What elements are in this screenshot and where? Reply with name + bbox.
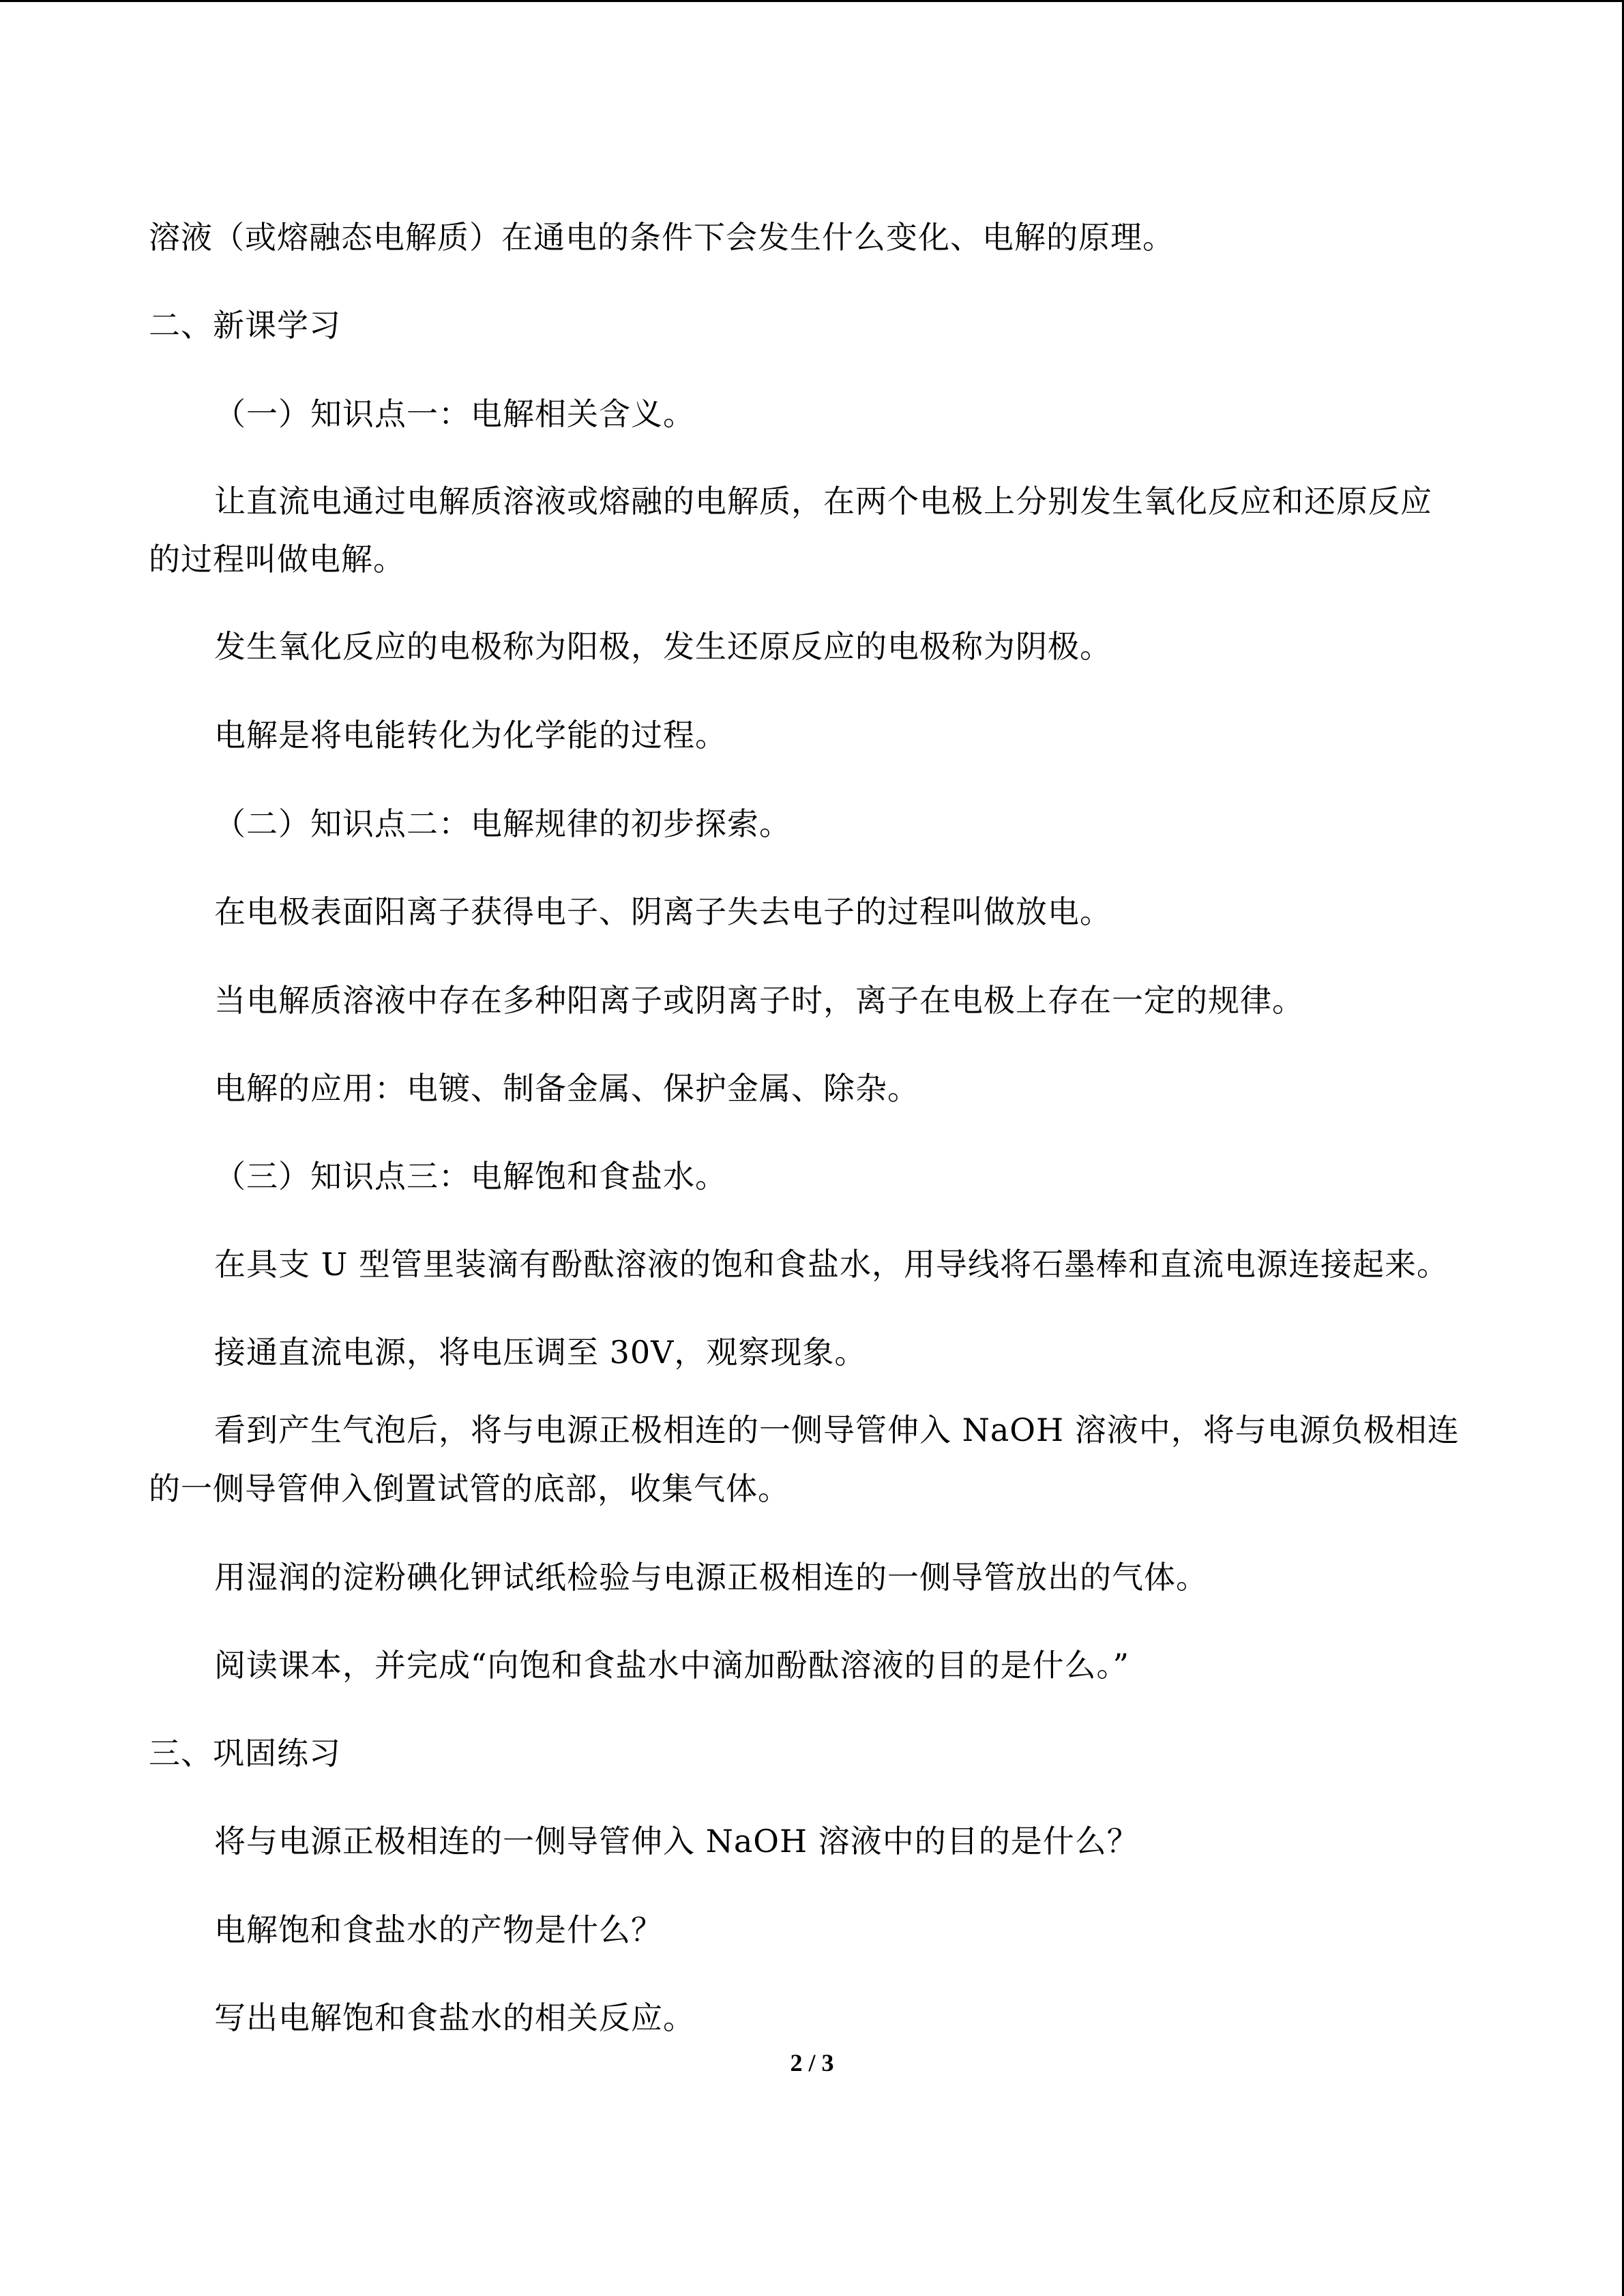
subheading-knowledge-point-1: （一）知识点一：电解相关含义。 <box>214 396 695 432</box>
question-naoh-purpose: 将与电源正极相连的一侧导管伸入 NaOH 溶液中的目的是什么？ <box>214 1823 1139 1860</box>
text-line-discharge: 在电极表面阳离子获得电子、阴离子失去电子的过程叫做放电。 <box>214 893 1112 930</box>
text-line-voltage: 接通直流电源，将电压调至 30V，观察现象。 <box>214 1334 867 1371</box>
text-line-test-paper: 用湿润的淀粉碘化钾试纸检验与电源正极相连的一侧导管放出的气体。 <box>214 1559 1208 1596</box>
text-line-energy-conversion: 电解是将电能转化为化学能的过程。 <box>214 717 727 754</box>
subheading-knowledge-point-2: （二）知识点二：电解规律的初步探索。 <box>214 805 791 842</box>
page-number: 2 / 3 <box>790 2049 834 2076</box>
text-line-applications: 电解的应用：电镀、制备金属、保护金属、除杂。 <box>214 1070 919 1107</box>
text-line-read-textbook: 阅读课本，并完成“向饱和食盐水中滴加酚酞溶液的目的是什么。” <box>214 1647 1130 1684</box>
text-line-u-tube-setup: 在具支 U 型管里装滴有酚酞溶液的饱和食盐水，用导线将石墨棒和直流电源连接起来。 <box>214 1246 1449 1283</box>
section-heading-new-lesson: 二、新课学习 <box>149 307 341 344</box>
question-reactions: 写出电解饱和食盐水的相关反应。 <box>214 1999 695 2036</box>
text-line-intro-continuation: 溶液（或熔融态电解质）在通电的条件下会发生什么变化、电解的原理。 <box>149 219 1175 256</box>
text-line-gas-collection: 看到产生气泡后，将与电源正极相连的一侧导管伸入 NaOH 溶液中，将与电源负极相连 <box>214 1412 1460 1448</box>
text-line-gas-collection-cont: 的一侧导管伸入倒置试管的底部，收集气体。 <box>149 1470 790 1507</box>
section-heading-practice: 三、巩固练习 <box>149 1735 341 1772</box>
text-line-electrolysis-definition: 让直流电通过电解质溶液或熔融的电解质，在两个电极上分别发生氧化反应和还原反应 <box>214 483 1432 520</box>
question-products: 电解饱和食盐水的产物是什么？ <box>214 1911 663 1948</box>
subheading-knowledge-point-3: （三）知识点三：电解饱和食盐水。 <box>214 1158 727 1195</box>
text-line-ion-rules: 当电解质溶液中存在多种阳离子或阴离子时，离子在电极上存在一定的规律。 <box>214 982 1304 1019</box>
text-line-electrolysis-definition-cont: 的过程叫做电解。 <box>149 541 405 578</box>
text-line-anode-cathode: 发生氧化反应的电极称为阳极，发生还原反应的电极称为阴极。 <box>214 628 1112 665</box>
